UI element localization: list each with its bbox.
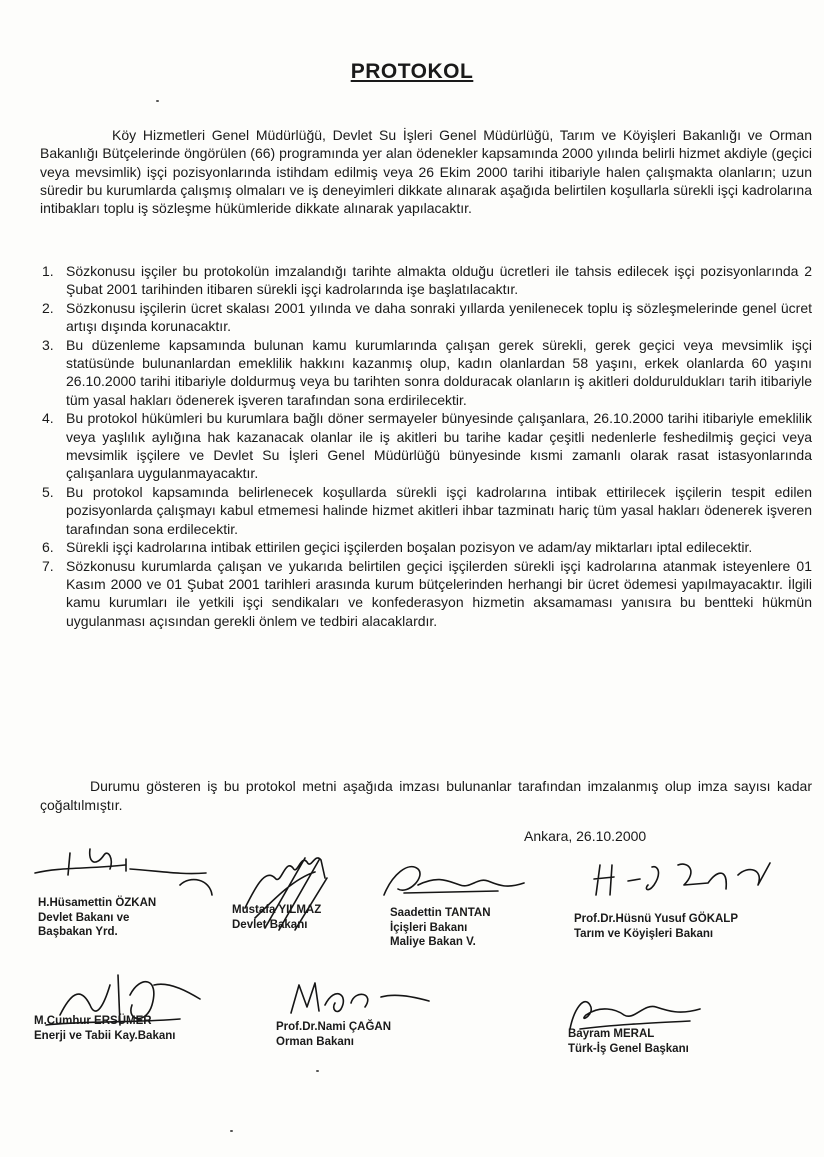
article-item <box>40 557 812 631</box>
article-text: Bu protokol hükümleri bu kurumlara bağlı döner sermayeler bünyesinde çalışanlara, 26.10.2000 tarihi itibariyle emeklilik veya yaşlılık aylığına hak kazanacak olanlar ile iş akitleri bu tarihe kadar çeşitli nedenlerle feshedilmiş geçici veya mevsimlik işçilere ve Devlet Su İşleri Genel Müdürlüğü bünyesinde kısmi zamanlı olarak rasat istasyonlarında çalışanlara uygulanmayacaktır. <box>66 410 812 482</box>
signatory-ozkan <box>38 896 156 940</box>
signatory-role: Maliye Bakan V. <box>390 936 476 948</box>
signatory-name: M.Cumhur ERSÜMER <box>34 1015 152 1027</box>
article-text: Sözkonusu işçiler bu protokolün imzalandığı tarihte almakta olduğu ücretleri ile tahsis edilecek işçi pozisyonlarında 2 Şubat 2001 tarihinden itibaren sürekli işçi kadrolarında işe başlatılacaktır. <box>66 263 812 298</box>
article-item <box>40 483 812 538</box>
article-number: 6. <box>42 539 54 556</box>
article-item <box>40 409 812 483</box>
article-number: 2. <box>42 299 54 316</box>
closing-paragraph: Durumu gösteren iş bu protokol metni aşağıda imzası bulunanlar tarafından imzalanmış olup imza sayısı kadar çoğaltılmıştır. <box>40 778 812 813</box>
article-number: 3. <box>42 336 54 353</box>
document-title: PROTOKOL <box>350 60 474 83</box>
article-list <box>40 262 812 630</box>
place-date: Ankara, 26.10.2000 <box>524 828 647 844</box>
scan-speck <box>316 1070 319 1072</box>
signatory-name: Prof.Dr.Nami ÇAĞAN <box>276 1021 392 1033</box>
signatory-role: Devlet Bakanı <box>232 918 308 931</box>
signatory-name: H.Hüsamettin ÖZKAN <box>38 897 157 909</box>
signatory-tantan <box>390 906 491 950</box>
article-number: 7. <box>42 557 54 574</box>
article-text: Sözkonusu işçilerin ücret skalası 2001 yılında ve daha sonraki yıllarda yenilenecek toplu iş sözleşmelerinde genel ücret artışı dışında korunacaktır. <box>66 299 812 335</box>
signatory-role: Enerji ve Tabii Kay.Bakanı <box>34 1029 176 1042</box>
signatory-name: Mustafa YILMAZ <box>232 904 322 916</box>
signatory-gokalp <box>574 912 738 941</box>
signatory-role: Orman Bakanı <box>276 1035 354 1048</box>
signatory-cagan <box>276 1020 391 1049</box>
article-item <box>40 538 812 556</box>
signatory-role: Devlet Bakanı ve <box>38 911 130 924</box>
signatory-name: Saadettin TANTAN <box>390 907 491 919</box>
article-text: Sürekli işçi kadrolarına intibak ettirilen geçici işçilerden boşalan pozisyon ve adam/ay miktarları iptal edilecektir. <box>66 539 753 556</box>
signatory-ersumer <box>34 1014 175 1043</box>
article-number: 5. <box>42 483 54 500</box>
signatory-name: Bayram MERAL <box>568 1028 655 1040</box>
intro-paragraph: Köy Hizmetleri Genel Müdürlüğü, Devlet Su İşleri Genel Müdürlüğü, Tarım ve Köyişleri Bakanlığı ve Orman Bakanlığı Bütçelerinde öngörülen (66) programında yer alan ödenekler kapsamında 2000 yılında belirli hizmet akdiyle (geçici veya mevsimlik) işçi pozisyonlarında istihdam edilmiş veya 26 Ekim 2000 tarihi itibariyle halen çalışmakta olanların; uzun süredir bu kurumlarda çalışmış olmaları ve iş deneyimleri dikkate alınarak aşağıda belirtilen koşullarla sürekli işçi kadrolarına intibakları toplu iş sözleşme hükümleride dikkate alınarak yapılacaktır. <box>40 127 812 217</box>
signatory-role: İçişleri Bakanı <box>390 921 468 934</box>
article-text: Bu düzenleme kapsamında bulunan kamu kurumlarında çalışan gerek sürekli, gerek geçici veya mevsimlik işçi statüsünde bulunanlardan emeklilik hakkını kazanmış olup, kadın olanlardan 58 yaşını, erkek olanlarda 60 yaşını 26.10.2000 tarihi itibariyle doldurmuş veya bu tarihten sonra dolduracak olanların iş akitleri dolduruldukları tarih itibariyle tüm yasal hakları ödenerek işveren tarafından sona erdirilecektir. <box>66 336 812 408</box>
article-number: 4. <box>42 410 54 427</box>
article-text: Bu protokol kapsamında belirlenecek koşullarda sürekli işçi kadrolarına intibak ettirilecek işçilerin tespit edilen pozisyonlarda çalışmayı kabul etmemesi halinde hizmet akitleri ihbar tazminatı hariç tüm yasal hakları ödenerek işveren tarafından sona erdilecektir. <box>66 483 812 537</box>
scan-speck <box>230 1130 233 1132</box>
signatory-yilmaz <box>232 903 321 932</box>
signatory-role: Tarım ve Köyişleri Bakanı <box>574 927 714 940</box>
article-number: 1. <box>42 263 54 279</box>
article-item <box>40 336 812 410</box>
signatory-name: Prof.Dr.Hüsnü Yusuf GÖKALP <box>574 913 738 925</box>
scan-speck <box>156 100 159 102</box>
article-item <box>40 262 812 299</box>
article-text: Sözkonusu kurumlarda çalışan ve yukarıda belirtilen geçici işçilerden sürekli işçi kadrolarına atanmak isteyenlere 01 Kasım 2000 ve 01 Şubat 2001 tarihleri arasında kurum bütçelerinden herhangi bir ücret ödemesi yapılmayacaktır. İlgili kamu kurumları ile yetkili işçi sendikaları ve konfederasyon hizmetin aksamaması yanısıra bu bentteki hükmün uygulanması açısından gerekli önlem ve tedbiri alacaklardır. <box>66 557 812 629</box>
article-item <box>40 299 812 336</box>
signatory-role: Türk-İş Genel Başkanı <box>568 1042 689 1055</box>
signatory-meral <box>568 1027 689 1056</box>
signature-tantan <box>378 855 538 910</box>
signatory-role: Başbakan Yrd. <box>38 926 118 938</box>
signature-gokalp <box>588 855 788 905</box>
signature-cagan <box>285 975 435 1025</box>
